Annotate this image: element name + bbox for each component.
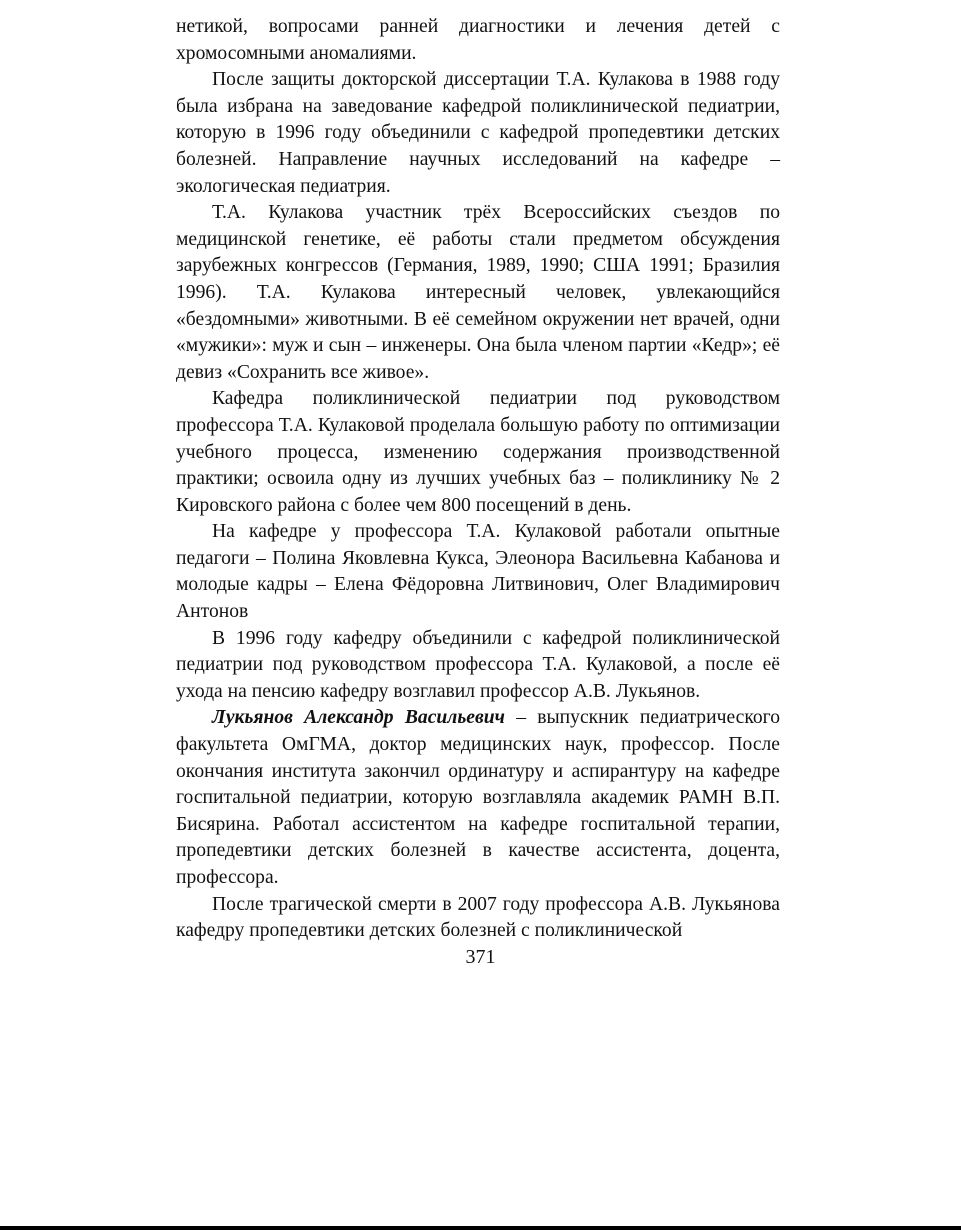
paragraph-lukyanov-text: – выпускник педиатрического факультета ОмГМА, доктор медицинских наук, профессор. После окончания института закончил ординатуру и аспирантуру на кафедре госпитальной педиатрии, которую возглавляла академик РАМН В.П. Бисярина. Работал ассистентом на кафедре госпитальной терапии, пропедевтики детских болезней в качестве ассистента, доцента, профессора. xyxy=(176,707,780,888)
page-number: 371 xyxy=(465,946,496,968)
paragraph-merger: В 1996 году кафедру объединили с кафедрой поликлинической педиатрии под руководством профессора Т.А. Кулаковой, а после её ухода на пенсию кафедру возглавил профессор А.В. Лукьянов. xyxy=(176,627,780,702)
paragraph-continuation: нетикой, вопросами ранней диагностики и лечения детей с хромосомными аномалиями. xyxy=(176,16,780,64)
person-name: Лукьянов Александр Васильевич xyxy=(212,707,505,729)
bottom-edge-rule xyxy=(0,1226,961,1230)
paragraph-staff: На кафедре у профессора Т.А. Кулаковой работали опытные педагоги – Полина Яковлевна Кукса, Элеонора Васильевна Кабанова и молодые кадры – Елена Фёдоровна Литвинович, Олег Владимирович Антонов xyxy=(176,521,780,623)
paragraph-congresses: Т.А. Кулакова участник трёх Всероссийских съездов по медицинской генетике, её работы стали предметом обсуждения зарубежных конгрессов (Германия, 1989, 1990; США 1991; Бразилия 1996). Т.А. Кулакова интересный человек, увлекающийся «бездомными» животными. В её семейном окружении нет врачей, одни «мужики»: муж и сын – инженеры. Она была членом партии «Кедр»; её девиз «Сохранить все живое». xyxy=(176,202,780,383)
paragraph-lukyanov xyxy=(176,705,780,891)
paragraph-last: После трагической смерти в 2007 году профессора А.В. Лукьянова кафедру пропедевтики детских болезней с поликлинической xyxy=(176,893,780,942)
page-body xyxy=(176,14,780,945)
paragraph-department-work: Кафедра поликлинической педиатрии под руководством профессора Т.А. Кулаковой проделала большую работу по оптимизации учебного процесса, изменению содержания производственной практики; освоила одну из лучших учебных баз – поликлинику № 2 Кировского района с более чем 800 посещений в день. xyxy=(176,388,780,516)
paragraph-dissertation: После защиты докторской диссертации Т.А. Кулакова в 1988 году была избрана на заведование кафедрой поликлинической педиатрии, которую в 1996 году объединили с кафедрой пропедевтики детских болезней. Направление научных исследований на кафедре – экологическая педиатрия. xyxy=(176,69,780,197)
